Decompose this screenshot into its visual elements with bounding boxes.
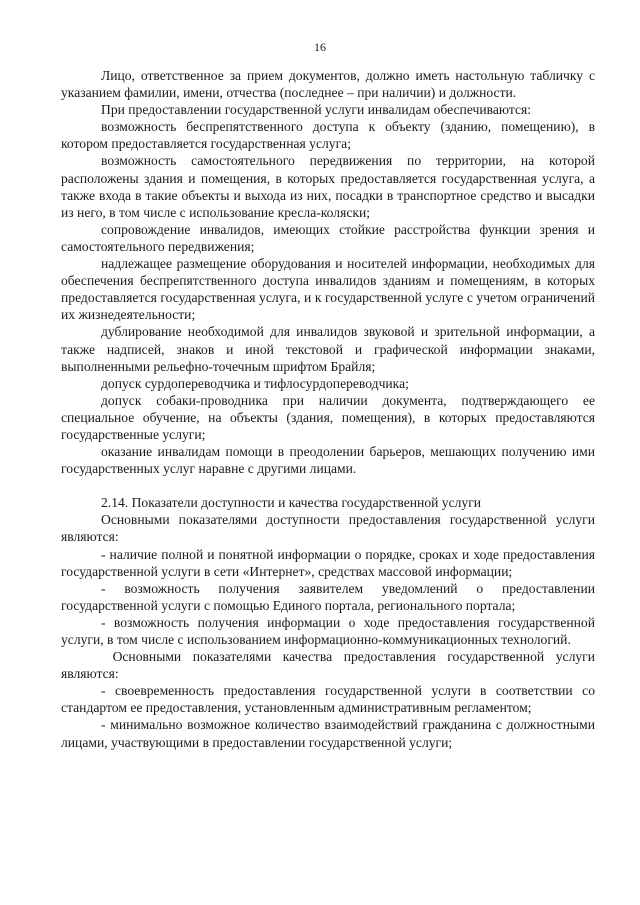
list-item: - возможность получения заявителем уведомлений о предоставлении государственной услуги с помощью Единого портала, регионального портала;: [61, 580, 599, 613]
document-body: [61, 67, 599, 751]
list-item: - минимально возможное количество взаимодействий гражданина с должностными лицами, участвующими в предоставлении государственной услуги;: [61, 717, 599, 750]
paragraph: Основными показателями качества предоставления государственной услуги являются:: [61, 649, 599, 682]
list-item: надлежащее размещение оборудования и носителей информации, необходимых для обеспечения беспрепятственного доступа инвалидов зданиям и помещениям, в которых предоставляется государственная услуга, и к государственной услуге с учетом ограничений их жизнедеятельности;: [61, 256, 599, 323]
paragraph: Основными показателями доступности предоставления государственной услуги являются:: [61, 512, 599, 545]
section-heading: 2.14. Показатели доступности и качества государственной услуги: [101, 495, 482, 511]
list-item: возможность самостоятельного передвижения по территории, на которой расположены здания и помещения, в которых предоставляется государственная услуга, а также входа в такие объекты и выхода из них, посадки в транспортное средство и высадки из него, в том числе с использование кресла-коляски;: [61, 153, 599, 220]
list-item: сопровождение инвалидов, имеющих стойкие расстройства функции зрения и самостоятельного передвижения;: [61, 221, 599, 254]
list-item: - своевременность предоставления государственной услуги в соответствии со стандартом ее предоставления, установленным административным регламентом;: [61, 683, 599, 716]
list-item: - возможность получения информации о ходе предоставления государственной услуги, в том числе с использованием информационно-коммуникационных технологий.: [61, 614, 599, 647]
paragraph: При предоставлении государственной услуги инвалидам обеспечиваются:: [101, 102, 532, 118]
list-item: возможность беспрепятственного доступа к объекту (зданию, помещению), в котором предоставляется государственная услуга;: [61, 119, 599, 152]
list-item: оказание инвалидам помощи в преодолении барьеров, мешающих получению ими государственных услуг наравне с другими лицами.: [61, 444, 599, 477]
list-item: допуск собаки-проводника при наличии документа, подтверждающего ее специальное обучение, на объекты (здания, помещения), в которых предоставляются государственные услуги;: [61, 392, 599, 442]
page-number: 16: [314, 40, 326, 54]
list-item: дублирование необходимой для инвалидов звуковой и зрительной информации, а также надписей, знаков и иной текстовой и графической информации знаками, выполненными рельефно-точечным шрифтом Брайля;: [61, 324, 599, 374]
paragraph: Лицо, ответственное за прием документов, должно иметь настольную табличку с указанием фамилии, имени, отчества (последнее – при наличии) и должности.: [61, 68, 599, 101]
list-item: допуск сурдопереводчика и тифлосурдопереводчика;: [101, 375, 409, 391]
list-item: - наличие полной и понятной информации о порядке, сроках и ходе предоставления государственной услуги в сети «Интернет», средствах массовой информации;: [61, 546, 599, 579]
